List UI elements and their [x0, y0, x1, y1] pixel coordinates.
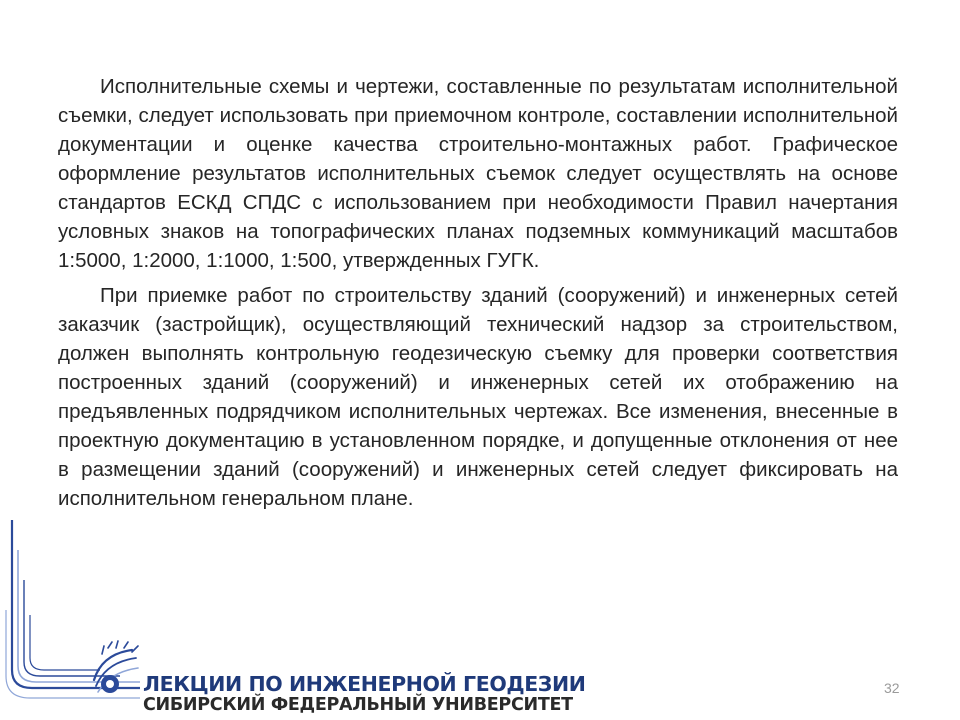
slide-body-text [58, 72, 898, 519]
sfu-logo-icon [88, 640, 144, 704]
footer-subtitle: СИБИРСКИЙ ФЕДЕРАЛЬНЫЙ УНИВЕРСИТЕТ [143, 695, 573, 715]
paragraph-2: При приемке работ по строительству зданий (сооружений) и инженерных сетей заказчик (застройщик), осуществляющий технический надзор за строительством, должен выполнять контрольную геодезическую съемку для проверки соответствия построенных зданий (сооружений) и инженерных сетей их отображению на предъявленных подрядчиком исполнительных чертежах. Все изменения, внесенные в проектную документацию в установленном порядке, и допущенные отклонения от нее в размещении зданий (сооружений) и инженерных сетей следует фиксировать на исполнительном генеральном плане. [58, 284, 898, 510]
page-number: 32 [884, 680, 900, 696]
footer-title: ЛЕКЦИИ ПО ИНЖЕНЕРНОЙ ГЕОДЕЗИИ [143, 672, 586, 696]
paragraph-1: Исполнительные схемы и чертежи, составленные по результатам исполнительной съемки, следует использовать при приемочном контроле, составлении исполнительной документации и оценке качества строительно-монтажных работ. Графическое оформление результатов исполнительных съемок следует осуществлять на основе стандартов ЕСКД СПДС с использованием при необходимости Правил начертания условных знаков на топографических планах подземных коммуникаций масштабов 1:5000, 1:2000, 1:1000, 1:500, утвержденных ГУГК. [58, 75, 898, 272]
